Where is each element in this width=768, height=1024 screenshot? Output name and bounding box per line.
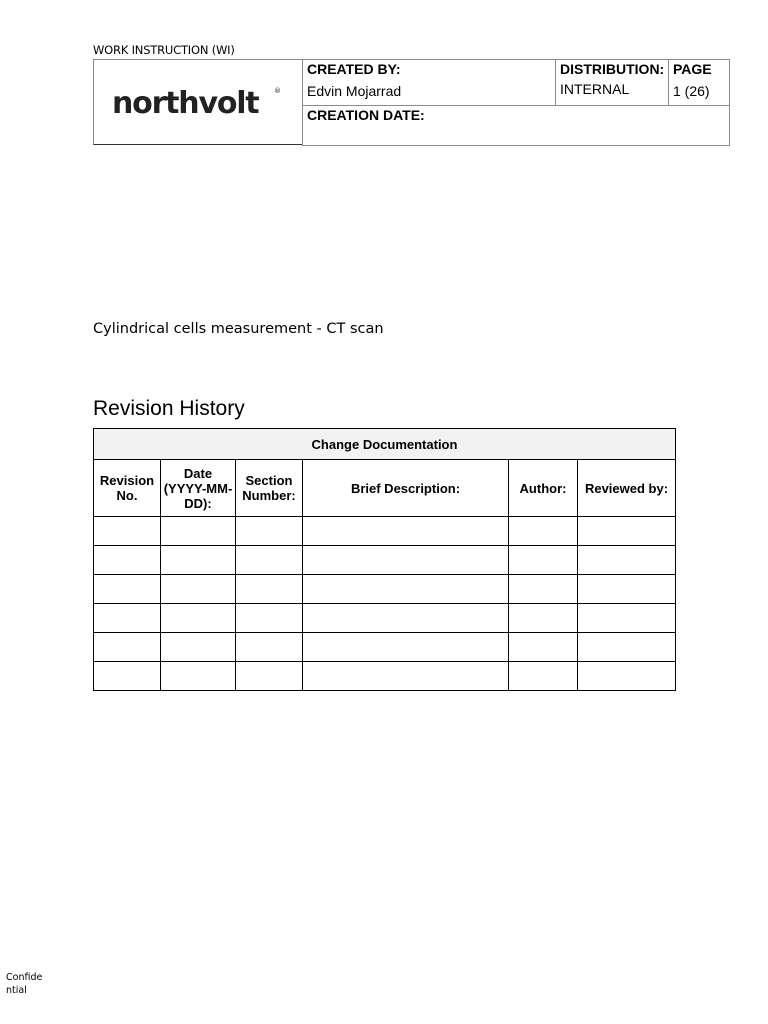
column-header-date: Date (YYYY-MM-DD): xyxy=(161,460,236,517)
table-cell xyxy=(236,604,303,633)
column-header-author: Author: xyxy=(509,460,578,517)
table-cell xyxy=(236,662,303,691)
table-cell xyxy=(509,662,578,691)
column-header-revision-no: Revision No. xyxy=(94,460,161,517)
table-row xyxy=(94,575,676,604)
table-cell xyxy=(303,517,509,546)
table-row xyxy=(94,546,676,575)
created-by-value: Edvin Mojarrad xyxy=(307,83,402,99)
distribution-cell xyxy=(556,60,669,106)
column-header-brief-description: Brief Description: xyxy=(303,460,509,517)
table-cell xyxy=(161,604,236,633)
creation-date-cell xyxy=(303,106,730,146)
table-cell xyxy=(94,633,161,662)
column-header-reviewed-by: Reviewed by: xyxy=(578,460,676,517)
table-cell xyxy=(303,633,509,662)
logo-cell xyxy=(93,59,302,145)
table-cell xyxy=(578,546,676,575)
table-cell xyxy=(578,517,676,546)
page-label: PAGE xyxy=(673,61,712,77)
table-cell xyxy=(509,575,578,604)
table-cell xyxy=(236,517,303,546)
table-cell xyxy=(303,546,509,575)
table-cell xyxy=(303,662,509,691)
table-cell xyxy=(94,517,161,546)
table-cell xyxy=(161,517,236,546)
table-cell xyxy=(236,633,303,662)
table-cell xyxy=(303,604,509,633)
table-cell xyxy=(161,662,236,691)
document-title: Cylindrical cells measurement - CT scan xyxy=(93,321,384,337)
table-cell xyxy=(161,575,236,604)
table-cell xyxy=(94,604,161,633)
confidential-footer: Confidential xyxy=(6,972,43,996)
document-type-label: WORK INSTRUCTION (WI) xyxy=(93,43,235,57)
table-cell xyxy=(94,575,161,604)
table-cell xyxy=(94,546,161,575)
table-cell xyxy=(578,633,676,662)
logo-wordmark: northvolt xyxy=(112,86,259,121)
table-cell xyxy=(509,604,578,633)
page-value: 1 (26) xyxy=(673,83,710,99)
table-cell xyxy=(161,546,236,575)
column-header-section-number: Section Number: xyxy=(236,460,303,517)
northvolt-logo xyxy=(112,82,287,122)
distribution-value: INTERNAL xyxy=(560,81,630,97)
table-cell xyxy=(509,546,578,575)
created-by-cell xyxy=(303,60,556,106)
table-cell xyxy=(509,633,578,662)
revision-history-table xyxy=(93,428,676,691)
table-cell xyxy=(578,575,676,604)
created-by-label: CREATED BY: xyxy=(307,61,401,77)
page-cell xyxy=(669,60,730,106)
table-cell xyxy=(509,517,578,546)
table-row xyxy=(94,633,676,662)
revision-history-heading: Revision History xyxy=(93,397,245,420)
table-row xyxy=(94,662,676,691)
table-cell xyxy=(94,662,161,691)
table-cell xyxy=(236,546,303,575)
table-cell xyxy=(303,575,509,604)
distribution-label: DISTRIBUTION: xyxy=(560,61,665,77)
table-caption: Change Documentation xyxy=(94,429,676,460)
revision-rows xyxy=(94,517,676,691)
table-cell xyxy=(578,662,676,691)
table-row xyxy=(94,517,676,546)
table-cell xyxy=(236,575,303,604)
creation-date-label: CREATION DATE: xyxy=(307,107,425,123)
header-info-table xyxy=(302,59,730,146)
table-cell xyxy=(578,604,676,633)
table-row xyxy=(94,604,676,633)
registered-mark: ® xyxy=(274,87,281,95)
table-cell xyxy=(161,633,236,662)
